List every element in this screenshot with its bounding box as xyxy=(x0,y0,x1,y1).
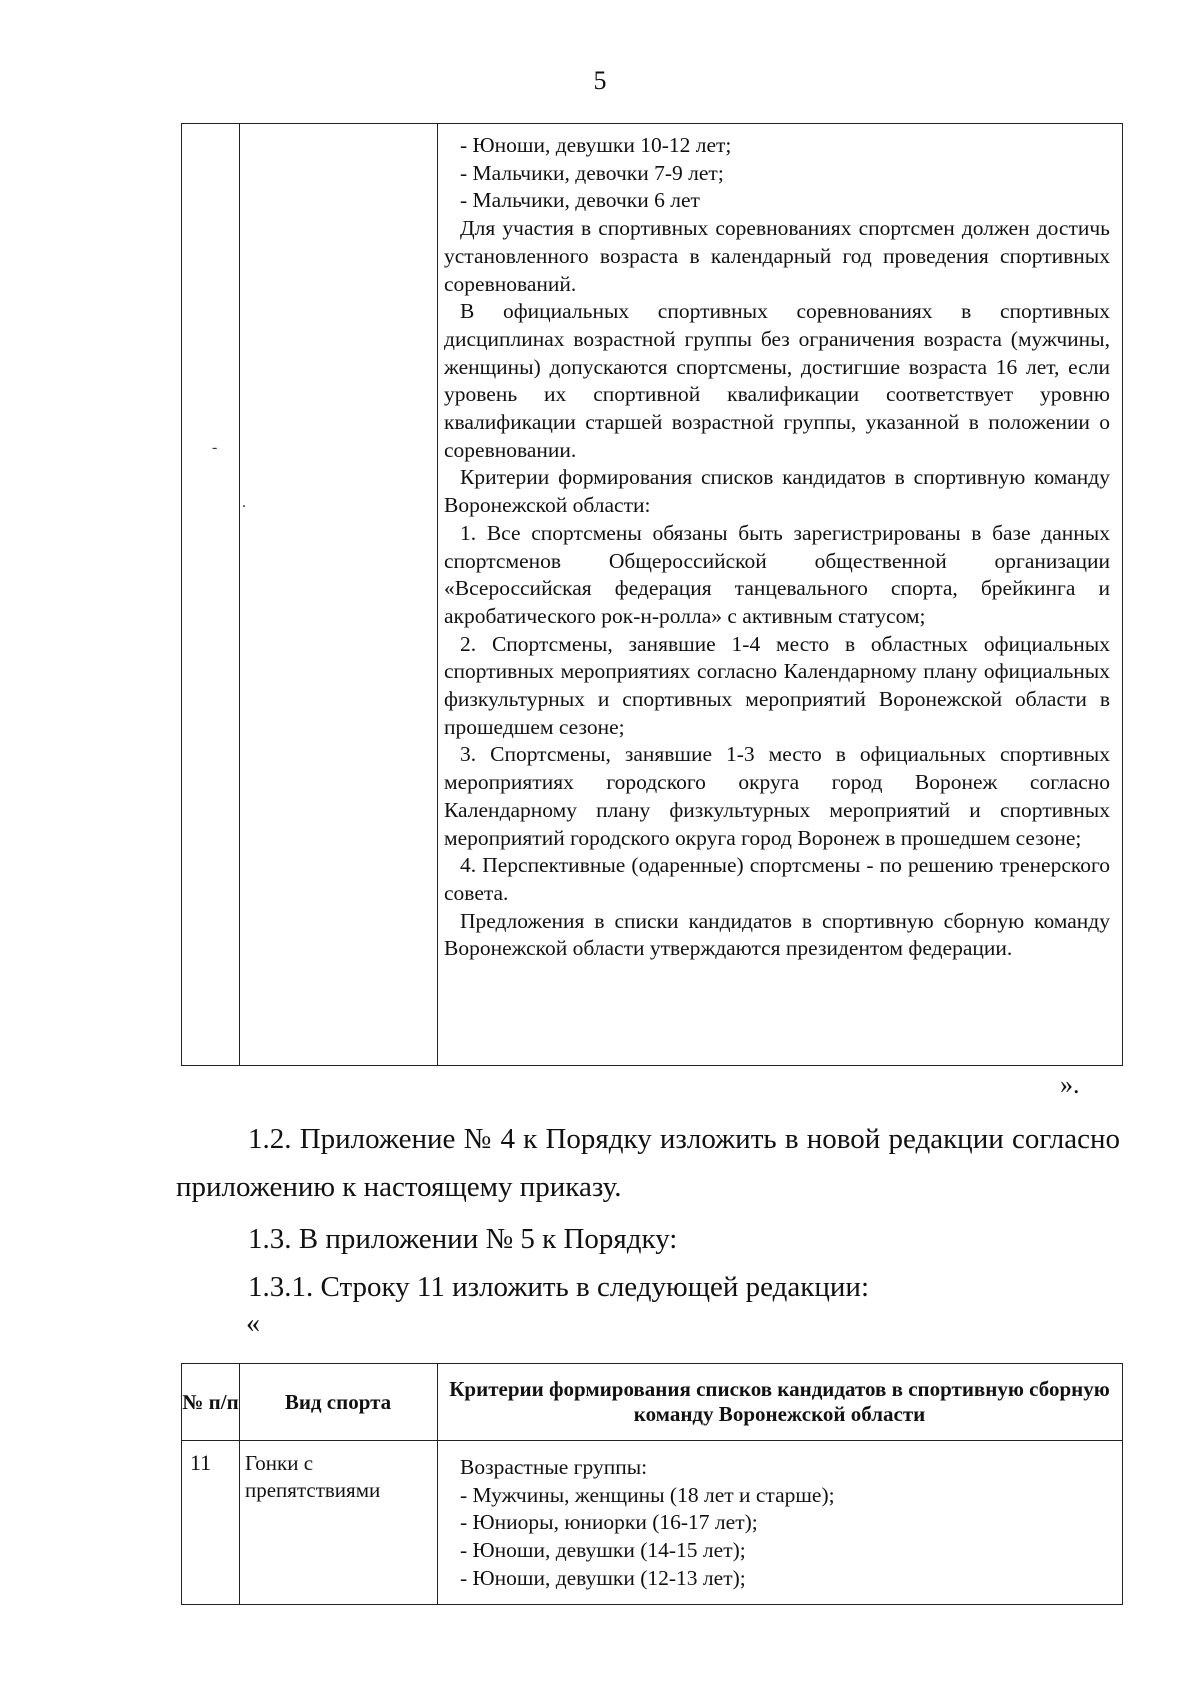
header-number: № п/п xyxy=(182,1389,239,1414)
criteria-item: 3. Спортсмены, занявшие 1-3 место в официальных спортивных мероприятиях городского округа город Воронеж согласно Календарному плану физкультурных мероприятий и спортивных мероприятий городского округа город Воронеж в прошедшем сезоне; xyxy=(444,742,1110,850)
age-group-line: - Мужчины, женщины (18 лет и старше); xyxy=(460,1482,835,1507)
page-number: 5 xyxy=(593,66,607,95)
row-number: 11 xyxy=(190,1450,212,1475)
criteria-paragraph: Предложения в списки кандидатов в спортивную сборную команду Воронежской области утверждаются президентом федерации. xyxy=(444,908,1110,961)
paragraph-1-2 xyxy=(176,1115,1120,1211)
sports-criteria-table xyxy=(181,1363,1123,1605)
age-group-line: - Юноши, девушки 10-12 лет; xyxy=(460,133,732,157)
closing-quote: ». xyxy=(1060,1070,1080,1099)
criteria-paragraph: Критерии формирования списков кандидатов в спортивную команду Воронежской области: xyxy=(444,465,1110,518)
stray-mark: . xyxy=(242,494,246,511)
criteria-item: 4. Перспективные (одаренные) спортсмены - по решению тренерского совета. xyxy=(444,853,1110,905)
paragraph-1-3-1 xyxy=(176,1263,1120,1311)
header-criteria: Критерии формирования списков кандидатов в спортивную сборную команду Воронежской области xyxy=(449,1377,1110,1426)
age-group-line: - Юноши, девушки (14-15 лет); xyxy=(460,1538,746,1563)
criteria-paragraph: Для участия в спортивных соревнованиях спортсмен должен достичь установленного возраста в календарный год проведения спортивных соревнований. xyxy=(444,216,1110,296)
table-column-divider xyxy=(239,124,240,1065)
age-group-line: - Мальчики, девочки 7-9 лет; xyxy=(460,160,724,185)
table-column-divider xyxy=(437,124,438,1065)
criteria-cell xyxy=(444,132,1110,963)
criteria-item: 1. Все спортсмены обязаны быть зарегистрированы в базе данных спортсменов Общероссийской общественной организации «Всероссийская федерация танцевального спорта, брейкинга и акробатического рок-н-ролла» с активным статусом; xyxy=(444,520,1110,628)
table-header-divider xyxy=(182,1440,1122,1441)
opening-quote: « xyxy=(246,1308,260,1339)
criteria-paragraph: В официальных спортивных соревнованиях в спортивных дисциплинах возрастной группы без ограничения возраста (мужчины, женщины) допускаются спортсмены, достигшие возраста 16 лет, если уровень их спортивной квалификации соответствует уровню квалификации старшей возрастной группы, указанной в положении о соревновании. xyxy=(444,299,1110,462)
paragraph-1-3-1-text: 1.3.1. Строку 11 изложить в следующей редакции: xyxy=(248,1271,870,1303)
age-group-line: - Юноши, девушки (12-13 лет); xyxy=(460,1565,746,1590)
row-sport: Гонки с препятствиями xyxy=(245,1451,381,1502)
header-sport: Вид спорта xyxy=(284,1389,392,1414)
row-criteria xyxy=(460,1454,1110,1593)
paragraph-1-2-text: 1.2. Приложение № 4 к Порядку изложить в новой редакции согласно приложению к настоящему приказу. xyxy=(176,1123,1120,1203)
stray-mark: - xyxy=(212,439,218,456)
criteria-item: 2. Спортсмены, занявшие 1-4 место в областных официальных спортивных мероприятиях согласно Календарному плану официальных физкультурных и спортивных мероприятий Воронежской области в прошедшем сезоне; xyxy=(444,631,1110,739)
age-group-line: - Мальчики, девочки 6 лет xyxy=(460,188,700,213)
continuation-table xyxy=(181,123,1123,1066)
paragraph-1-3 xyxy=(176,1215,1120,1263)
criteria-heading: Возрастные группы: xyxy=(460,1455,648,1479)
age-group-line: - Юниоры, юниорки (16-17 лет); xyxy=(460,1510,758,1535)
paragraph-1-3-text: 1.3. В приложении № 5 к Порядку: xyxy=(248,1223,678,1255)
